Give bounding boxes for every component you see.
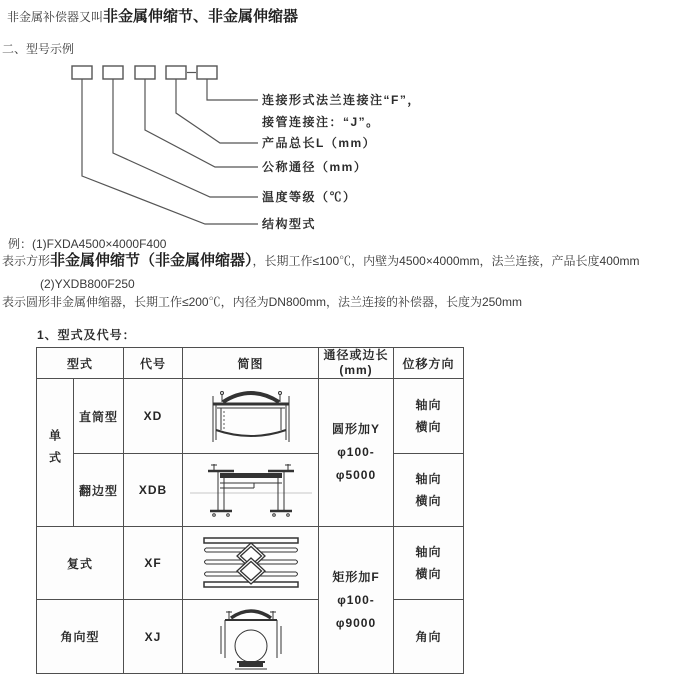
compound-bellows-sketch	[191, 535, 311, 591]
sketch-cell	[183, 379, 319, 454]
table-row	[37, 527, 464, 600]
example-2-code: (2)YXDB800F250	[40, 277, 135, 291]
direction-angular: 角向	[415, 629, 442, 644]
code-cell: XF	[124, 527, 183, 600]
size-shape: 圆形加Y	[331, 422, 380, 436]
intro-normal-text: 非金属补偿器又叫	[7, 10, 104, 24]
type-cell: 角向型	[37, 600, 124, 674]
diagram-label-structure: 结构型式	[262, 217, 317, 231]
size-cell-round	[319, 379, 394, 527]
direction-cell	[394, 600, 464, 674]
straight-tube-sketch	[191, 384, 311, 448]
table-row	[37, 600, 464, 674]
header-type: 型式	[37, 348, 124, 379]
code-cell: XJ	[124, 600, 183, 674]
header-direction: 位移方向	[394, 348, 464, 379]
code-cell: XD	[124, 379, 183, 454]
model-field-box	[72, 66, 92, 79]
direction-cell	[394, 379, 464, 454]
sketch-cell	[183, 527, 319, 600]
table-title: 1、型式及代号：	[37, 328, 136, 342]
example-1-suffix: ，长期工作≤100℃，内壁为4500×4000mm，法兰连接，产品长度400mm	[252, 254, 640, 268]
sketch-cell	[183, 454, 319, 527]
header-sketch: 简图	[183, 348, 319, 379]
group-cell-single	[37, 379, 74, 527]
type-cell: 翻边型	[74, 454, 124, 527]
table-header-row	[37, 348, 464, 379]
direction-cell	[394, 454, 464, 527]
size-range: φ100-φ9000	[335, 592, 377, 630]
example-2-description: 表示圆形非金属伸缩器，长期工作≤200℃，内径为DN800mm，法兰连接的补偿器，长度为250mm	[2, 295, 522, 309]
diagram-label-temperature: 温度等级（℃）	[262, 190, 357, 204]
header-size	[319, 348, 394, 379]
section-title: 二、型号示例	[2, 42, 75, 56]
connector-line	[207, 79, 258, 100]
group-label: 单式	[47, 429, 62, 473]
direction-lateral: 横向	[415, 494, 442, 508]
intro-line	[7, 5, 298, 26]
diagram-label-length: 产品总长L（mm）	[262, 136, 377, 150]
direction-axial: 轴向	[415, 545, 442, 559]
example-1-description	[2, 251, 640, 271]
connector-line	[176, 79, 258, 143]
code-cell: XDB	[124, 454, 183, 527]
size-shape: 矩形加F	[332, 569, 380, 584]
type-cell: 直筒型	[74, 379, 124, 454]
model-structure-diagram	[60, 58, 262, 235]
intro-emphasis-text: 非金属伸缩节、非金属伸缩器	[103, 8, 299, 25]
size-cell-rect	[319, 527, 394, 674]
diagram-label-diameter: 公称通径（mm）	[262, 160, 368, 174]
diagram-label-connection-f: 连接形式法兰连接注“F”，	[262, 93, 421, 107]
direction-cell	[394, 527, 464, 600]
type-code-table	[36, 347, 464, 674]
connector-line	[82, 79, 258, 224]
header-size-line2: (mm)	[339, 363, 373, 377]
diagram-label-connection-j: 接管连接注：“J”。	[262, 115, 380, 129]
sketch-cell	[183, 600, 319, 674]
model-field-box	[135, 66, 155, 79]
direction-lateral: 横向	[415, 567, 442, 581]
example-1-prefix: 表示方形	[2, 254, 51, 268]
direction-axial: 轴向	[415, 472, 442, 486]
table-row	[37, 379, 464, 454]
direction-lateral: 横向	[415, 420, 442, 434]
connector-line	[145, 79, 258, 167]
table-row	[37, 454, 464, 527]
model-field-box	[166, 66, 186, 79]
connector-line	[113, 79, 258, 197]
model-field-box	[103, 66, 123, 79]
direction-axial: 轴向	[415, 398, 442, 412]
example-1-emphasis: 非金属伸缩节（非金属伸缩器）	[50, 252, 253, 269]
model-field-box	[197, 66, 217, 79]
flanged-edge-sketch	[188, 459, 314, 521]
header-size-line1: 通径或边长	[323, 348, 389, 362]
size-range: φ100-φ5000	[335, 445, 377, 482]
angular-joint-sketch	[199, 602, 303, 672]
header-code: 代号	[124, 348, 183, 379]
type-cell: 复式	[37, 527, 124, 600]
example-1-code: 例：(1)FXDA4500×4000F400	[8, 237, 167, 251]
